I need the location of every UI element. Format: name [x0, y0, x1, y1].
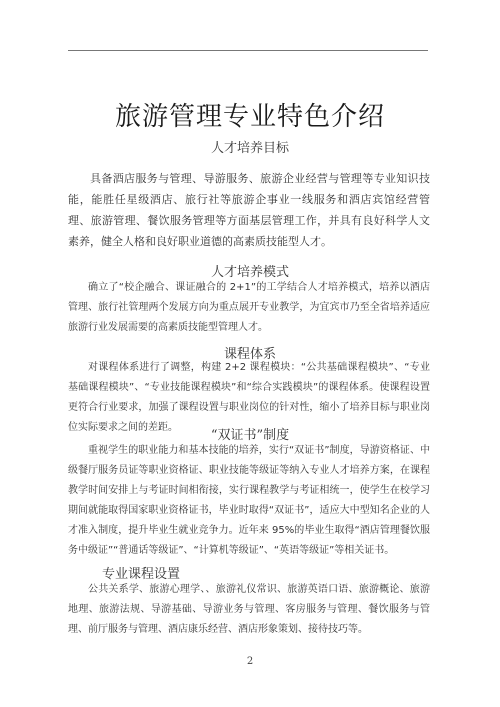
- section-heading-dual-certificate: “双证书”制度: [210, 428, 290, 443]
- section-heading-training-mode: 人才培养模式: [210, 265, 289, 280]
- header-rule: [68, 50, 428, 51]
- section-body-training-mode: 确立了“校企融合、课证融合的 2+1”的工学结合人才培养模式，培养以酒店管理、旅行社管理两个发展方向为重点展开专业教学，为宜宾市乃至全省培养适应旅游行业发展需要的高素质技能型管理人才。: [68, 282, 430, 333]
- section-body-training-goal: 具备酒店服务与管理、导游服务、旅游企业经营与管理等专业知识技能，能胜任星级酒店、旅行社等旅游企事业一线服务和酒店宾馆经营管理、旅游管理、餐饮服务管理等方面基层管理工作，并具有良好科学人文素养，健全人格和良好职业道德的高素质技能型人才。: [68, 172, 430, 248]
- section-body-courses: 公共关系学、旅游心理学、、旅游礼仪常识、旅游英语口语、旅游概论、旅游地理、旅游法规、导游基础、导游业务与管理、客房服务与管理、餐饮服务与管理、前厅服务与管理、酒店康乐经营、酒店形象策划、接待技巧等。: [68, 584, 430, 635]
- section-body-curriculum: 对课程体系进行了调整，构建 2+2 课程模块：“公共基础课程模块”、“专业基础课程模块”、“专业技能课程模块”和“综合实践模块”的课程体系。使课程设置更符合行业要求，加强了课程设置与职业岗位的针对性，缩小了培养目标与职业岗位实际要求之间的差距。: [68, 362, 430, 433]
- page-number: 2: [246, 656, 254, 667]
- section-heading-training-goal: 人才培养目标: [210, 141, 289, 156]
- page-title: 旅游管理专业特色介绍: [114, 102, 385, 132]
- section-heading-courses: 专业课程设置: [102, 567, 181, 582]
- section-body-dual-certificate: 重视学生的职业能力和基本技能的培养，实行“双证书”制度，导游资格证、中级餐厅服务员证等职业资格证、职业技能等级证等纳入专业人才培养方案，在课程教学时间安排上与考证时间相衔接，实行课程教学与考证相统一，使学生在校学习期间就能取得国家职业资格证书，毕业时取得“双证书”，适应大中型知名企业的人才准入制度，提升毕业生就业竞争力。近年来 95%的毕业生取得“酒店管理餐饮服务中级证”“普通话等级证”、“计算机等级证”、“英语等级证”等相关证书。: [68, 445, 430, 556]
- section-heading-curriculum: 课程体系: [223, 347, 276, 362]
